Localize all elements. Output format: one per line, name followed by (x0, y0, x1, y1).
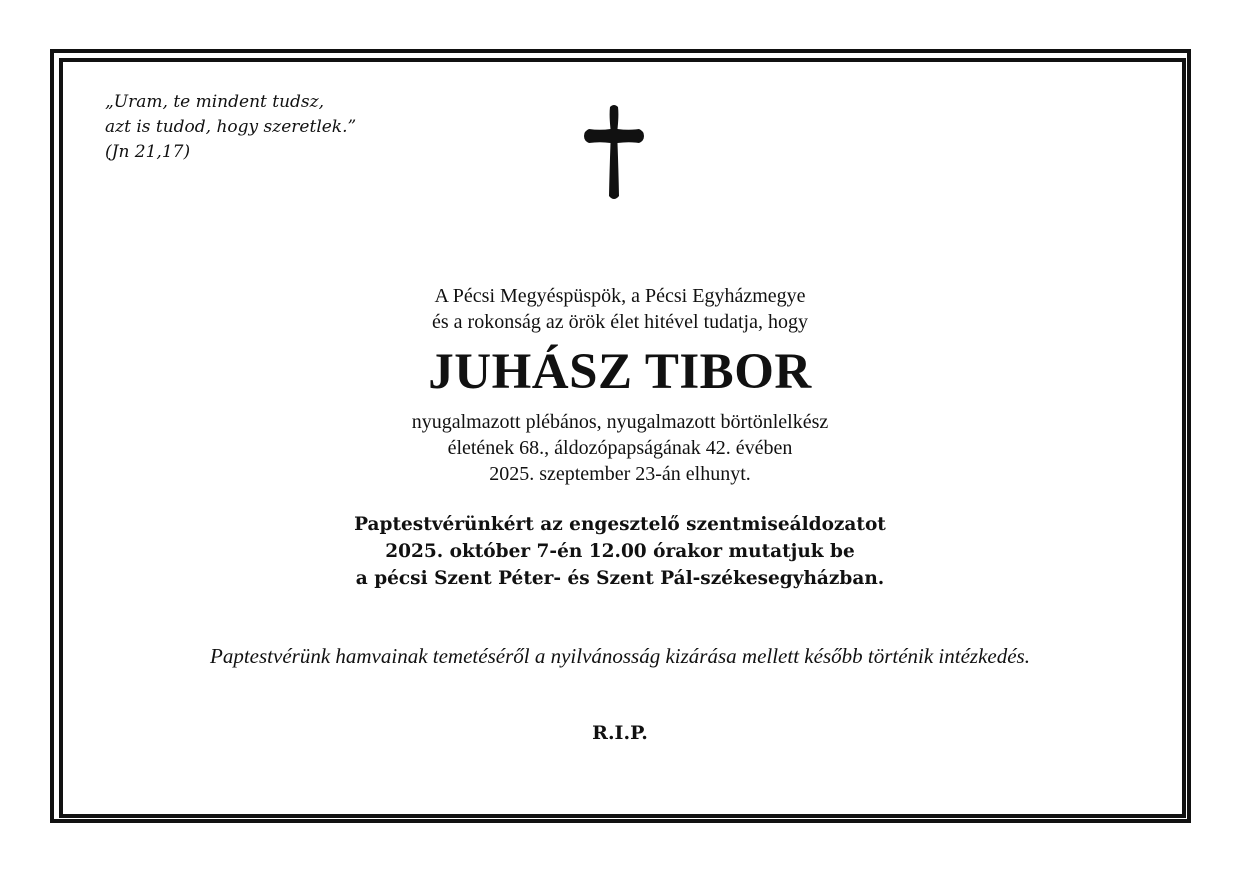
memorial-mass-info (60, 511, 1180, 592)
intro-line-2: és a rokonság az örök élet hitével tudatja, hogy (432, 311, 808, 333)
details-line-2: életének 68., áldozópapságának 42. évében (447, 437, 793, 459)
scripture-quote (105, 90, 356, 165)
details-line-3: 2025. szeptember 23-án elhunyt. (489, 463, 751, 485)
latin-cross-icon (583, 103, 645, 203)
announcement-intro (60, 283, 1180, 335)
details-line-1: nyugalmazott plébános, nyugalmazott börtönlelkész (411, 411, 829, 433)
mass-line-3: a pécsi Szent Péter- és Szent Pál-székesegyházban. (355, 568, 885, 589)
rip-text: R.I.P. (592, 722, 648, 744)
quote-line-2: azt is tudod, hogy szeretlek.” (105, 117, 357, 137)
quote-line-1: „Uram, te mindent tudsz, (105, 92, 324, 112)
intro-line-1: A Pécsi Megyéspüspök, a Pécsi Egyházmegye (434, 285, 806, 307)
quote-reference: (Jn 21,17) (105, 142, 191, 162)
deceased-details (60, 409, 1180, 487)
mass-line-1: Paptestvérünkért az engesztelő szentmiseáldozatot (354, 514, 886, 535)
mass-line-2: 2025. október 7-én 12.00 órakor mutatjuk be (385, 541, 855, 562)
burial-note: Paptestvérünk hamvainak temetéséről a nyilvánosság kizárása mellett később történik intézkedés. (210, 644, 1030, 668)
deceased-name: JUHÁSZ TIBOR (428, 344, 812, 400)
